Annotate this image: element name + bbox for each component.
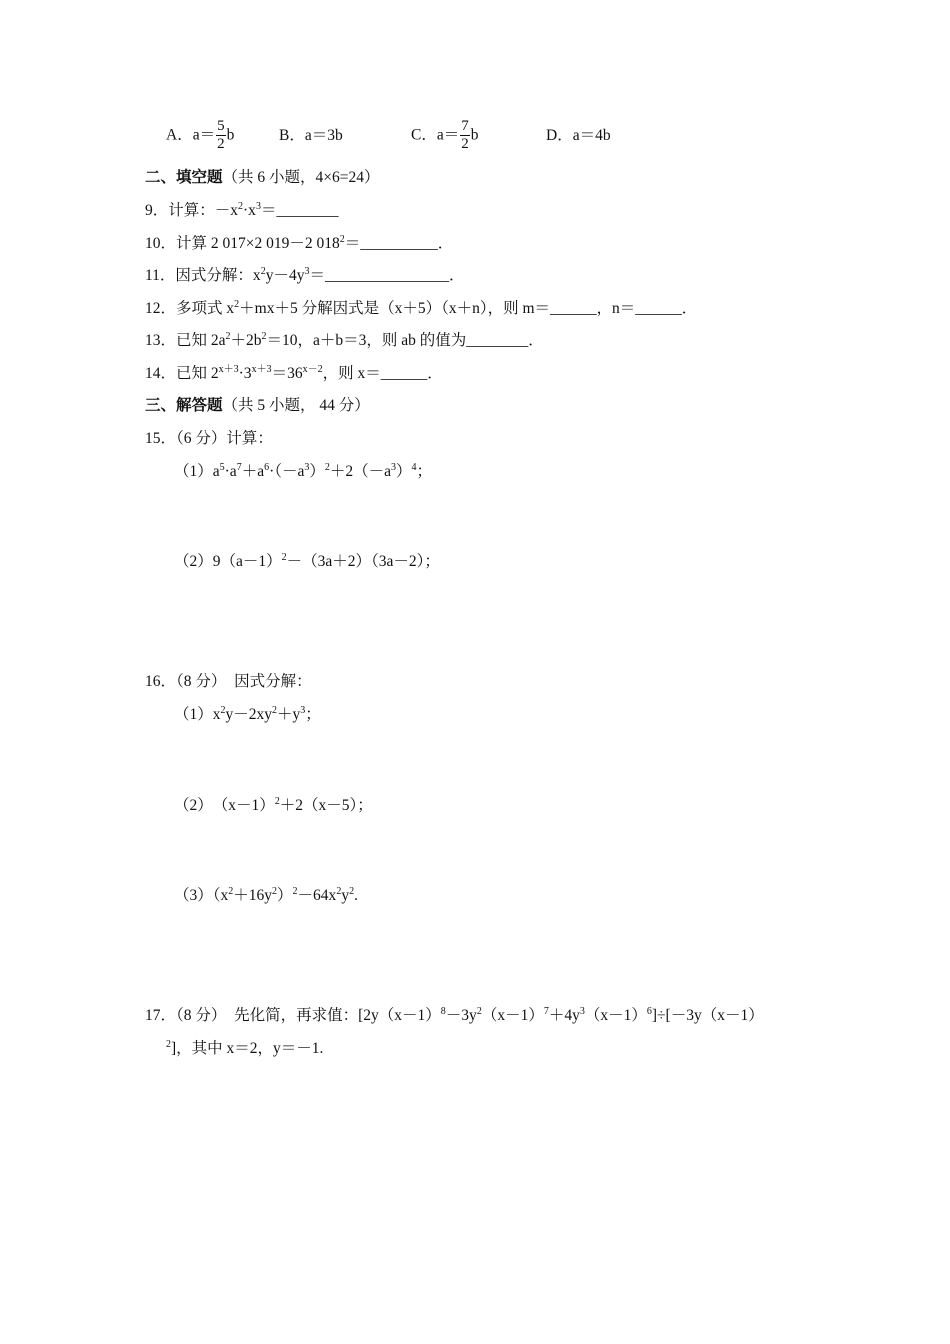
question-11: 11．因式分解：$x^2y-4y^3=\_\_\_\_\_\_\_\_\_\_\_\_\_\_\_\_$． (145, 266, 465, 284)
question-16-part-2: （2） $(x-1)^2+2(x-5)$； (174, 796, 373, 814)
option-c: C．a＝ $\frac{7}{2}$ b (411, 118, 479, 152)
question-15-head: 15．（6 分）计算： (145, 430, 273, 447)
question-15-part-1: $(1)a^5\cdot a^7+a^6\cdot(-a^3)^2+2(-a^3)^4$； (174, 462, 433, 480)
section-heading-fill-in: 二、填空题（共 6 小题，4×6=24） (145, 169, 380, 186)
question-17-line-1: 17．（8 分） 先化简，再求值：$[2y(x-1)^8-3y^2(x-1)^7+4y^3(x-1)^6]\div[-3y(x-1)$ (145, 1006, 764, 1024)
fraction-5-2: $\frac{5}{2}$ (217, 118, 225, 152)
fraction-7-2: $\frac{7}{2}$ (461, 118, 469, 152)
section-heading-answer: 三、解答题（共 5 小题， 44 分） (145, 397, 370, 414)
question-9: 9．计算：$-x^2\cdot x^3=\_\_\_\_\_\_\_\_$ (145, 201, 339, 219)
question-14: 14．已知 $2^{x+3}\cdot 3^{x+3}=36^{x-2}$，则 x＝______． (145, 364, 443, 382)
option-a: A．a＝ $\frac{5}{2}$ b (166, 118, 235, 152)
question-17-line-2: $^2$]，其中 x＝2，y＝－1. (166, 1039, 324, 1057)
option-b: B．a＝3b (279, 127, 343, 144)
question-12: 12．多项式 $x^2+mx+5$ 分解因式是（x＋5）（x＋n），则 m＝______，n＝______． (145, 299, 698, 317)
question-16-head: 16．（8 分） 因式分解： (145, 673, 312, 690)
question-16-part-3: $(3)(x^2+16y^2)^2-64x^2y^2$. (174, 886, 358, 904)
question-15-part-2: $(2)9(a-1)^2-(3a+2)(3a-2)$； (174, 552, 440, 570)
question-13: 13．已知 $2a^2+2b^2=10$，a＋b＝3，则 ab 的值为________． (145, 331, 544, 349)
question-16-part-1: $(1)x^2y-2xy^2+y^3$； (174, 705, 321, 723)
question-10: 10．计算 2 017×2 019－2 $018^2=\_\_\_\_\_\_\_\_\_\_$． (145, 234, 454, 252)
option-d: D．a＝4b (546, 127, 611, 144)
choice-row (0, 118, 950, 158)
